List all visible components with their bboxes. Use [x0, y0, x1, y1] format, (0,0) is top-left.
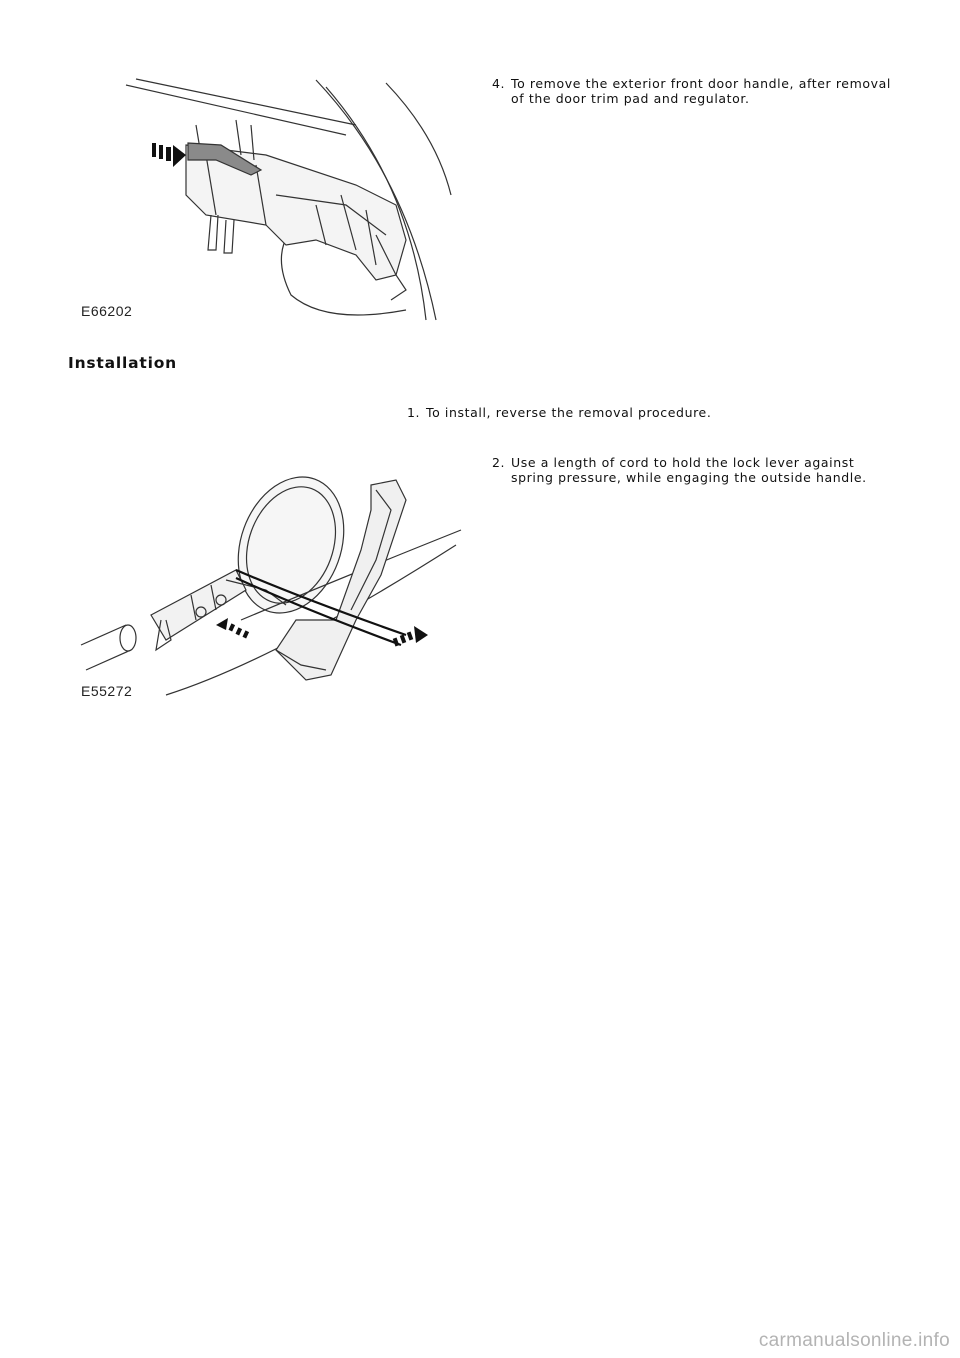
step-text-line: spring pressure, while engaging the outside handle. — [511, 470, 867, 485]
step-text-line: Use a length of cord to hold the lock lever against — [511, 455, 855, 470]
step-4 — [492, 76, 902, 108]
section-heading: Installation — [68, 354, 177, 372]
figure-code: E66202 — [81, 303, 133, 319]
step-number: 1. — [407, 405, 421, 420]
figure-code: E55272 — [81, 683, 133, 699]
watermark: carmanualsonline.info — [758, 1330, 950, 1351]
step-number: 4. — [492, 76, 506, 91]
step-text-line: of the door trim pad and regulator. — [511, 91, 750, 106]
door-handle-removal-drawing — [76, 75, 466, 325]
step-text-line: To remove the exterior front door handle, after removal — [511, 76, 891, 91]
step-2 — [492, 455, 902, 487]
step-1 — [407, 405, 807, 421]
step-number: 2. — [492, 455, 506, 470]
step-text: To install, reverse the removal procedure. — [426, 405, 712, 420]
handle-installation-drawing — [76, 470, 466, 710]
handle-installation-illustration — [76, 470, 466, 710]
step-text — [511, 455, 867, 485]
door-handle-removal-illustration — [76, 75, 466, 325]
step-text — [511, 76, 891, 106]
